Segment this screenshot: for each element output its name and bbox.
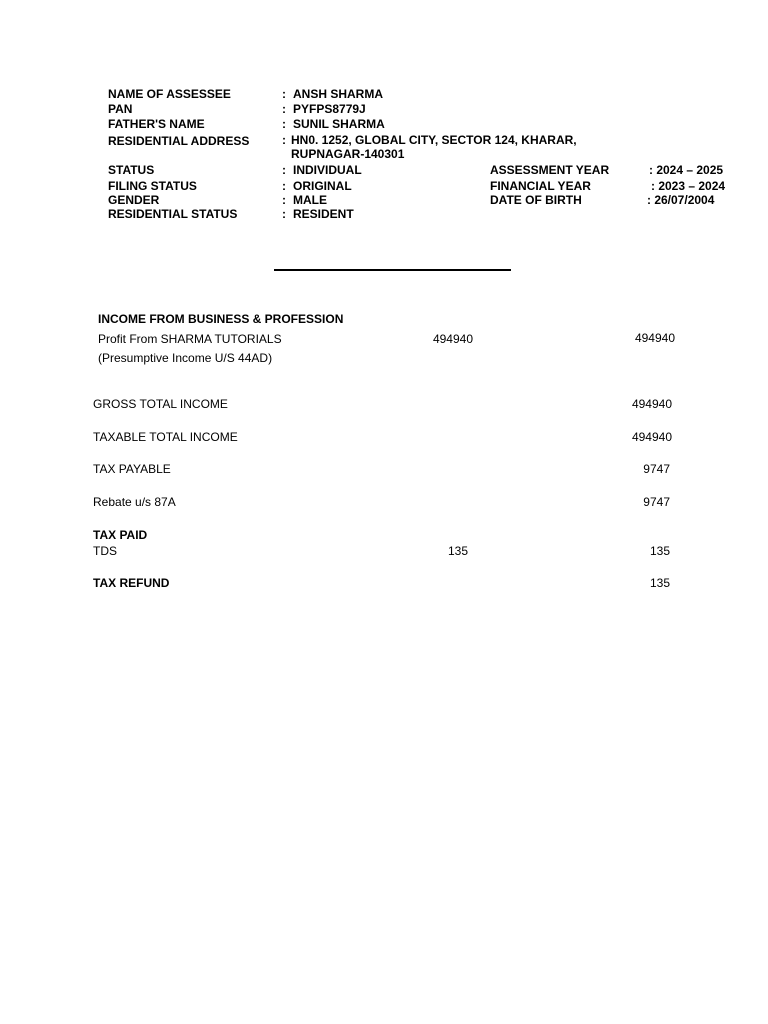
name-of-assessee-label: NAME OF ASSESSEE: [108, 87, 231, 101]
filing-status-separator: :: [282, 179, 286, 193]
financial-year-label: FINANCIAL YEAR: [490, 179, 591, 193]
fathers-name-label: FATHER'S NAME: [108, 117, 205, 131]
gross-total-income-label: GROSS TOTAL INCOME: [93, 397, 228, 411]
residential-status-value: RESIDENT: [293, 207, 354, 221]
residential-status-separator: :: [282, 207, 286, 221]
gender-separator: :: [282, 193, 286, 207]
status-label: STATUS: [108, 163, 155, 177]
name-of-assessee-value: ANSH SHARMA: [293, 87, 383, 101]
tds-label: TDS: [93, 544, 117, 558]
tax-paid-heading: TAX PAID: [93, 528, 148, 542]
tax-payable-value: 9747: [643, 462, 670, 476]
assessment-year-label: ASSESSMENT YEAR: [490, 163, 610, 177]
address-line-1: HN0. 1252, GLOBAL CITY, SECTOR 124, KHARAR,: [291, 133, 577, 147]
rebate-value: 9747: [643, 495, 670, 509]
profit-label: Profit From SHARMA TUTORIALS: [98, 332, 282, 346]
taxable-total-income-label: TAXABLE TOTAL INCOME: [93, 430, 238, 444]
profit-amount: 494940: [432, 332, 473, 346]
address-separator: :: [282, 133, 286, 147]
rebate-label: Rebate u/s 87A: [93, 495, 176, 509]
business-income-heading: INCOME FROM BUSINESS & PROFESSION: [98, 312, 344, 326]
status-separator: :: [282, 163, 286, 177]
assessment-year-value: : 2024 – 2025: [649, 163, 724, 177]
tds-amount: 135: [447, 544, 468, 558]
tax-payable-label: TAX PAYABLE: [93, 462, 171, 476]
tax-refund-value: 135: [649, 576, 670, 590]
pan-separator: :: [282, 102, 286, 116]
date-of-birth-label: DATE OF BIRTH: [490, 193, 582, 207]
fathers-name-separator: :: [282, 117, 286, 131]
name-separator: :: [282, 87, 286, 101]
financial-year-value: : 2023 – 2024: [651, 179, 726, 193]
pan-value: PYFPS8779J: [293, 102, 366, 116]
address-line-2: RUPNAGAR-140301: [291, 147, 405, 161]
fathers-name-value: SUNIL SHARMA: [293, 117, 385, 131]
profit-total: 494940: [634, 331, 675, 345]
filing-status-value: ORIGINAL: [293, 179, 352, 193]
tds-total: 135: [649, 544, 670, 558]
gender-label: GENDER: [108, 193, 160, 207]
residential-address-label: RESIDENTIAL ADDRESS: [108, 134, 250, 148]
gender-value: MALE: [293, 193, 327, 207]
gross-total-income-value: 494940: [631, 397, 672, 411]
residential-status-label: RESIDENTIAL STATUS: [108, 207, 238, 221]
filing-status-label: FILING STATUS: [108, 179, 197, 193]
taxable-total-income-value: 494940: [631, 430, 672, 444]
tax-refund-label: TAX REFUND: [93, 576, 170, 590]
section-divider: [274, 269, 511, 271]
date-of-birth-value: : 26/07/2004: [647, 193, 715, 207]
pan-label: PAN: [108, 102, 133, 116]
presumptive-note: (Presumptive Income U/S 44AD): [98, 351, 273, 365]
status-value: INDIVIDUAL: [293, 163, 362, 177]
